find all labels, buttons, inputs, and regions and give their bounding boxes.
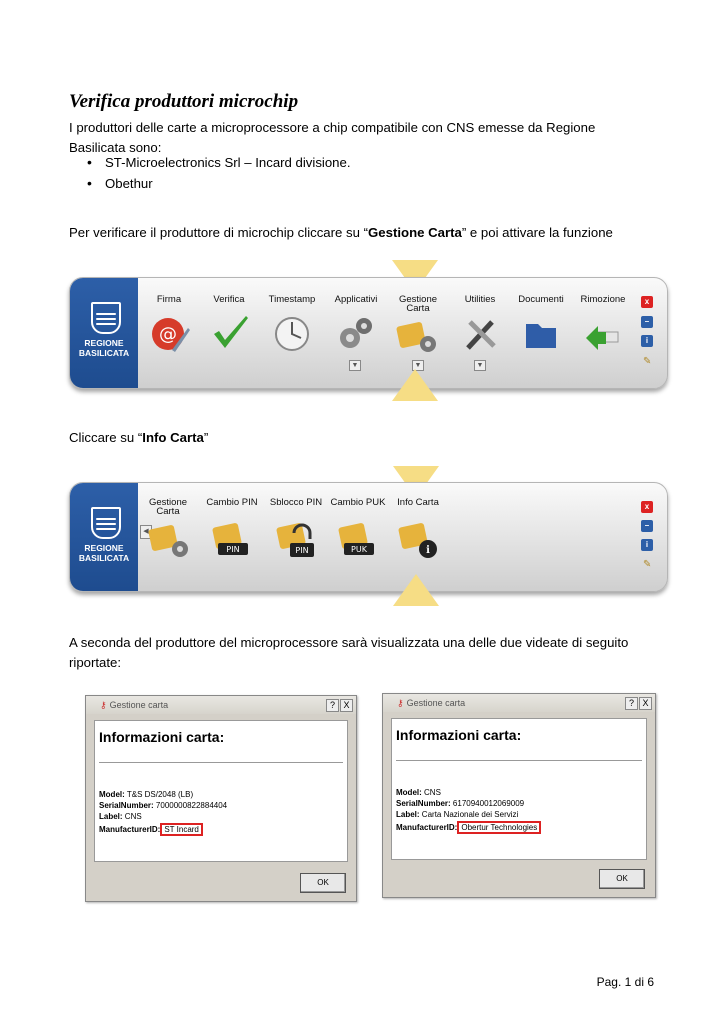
remove-card-icon <box>582 314 622 354</box>
badge-text: PUK <box>351 545 367 554</box>
logo-text-1: REGIONE <box>84 338 124 348</box>
close-icon[interactable]: x <box>641 501 653 513</box>
info-dialog-obertur <box>382 693 656 898</box>
model-row: Model: T&S DS/2048 (LB) <box>99 790 194 799</box>
model-value: T&S DS/2048 (LB) <box>126 790 194 799</box>
tool-label: Cambio PIN <box>206 497 258 508</box>
divider <box>396 760 642 761</box>
regione-basilicata-logo <box>70 483 138 591</box>
card-details <box>99 789 227 835</box>
producer-list <box>69 152 351 194</box>
checkmark-icon <box>210 314 250 354</box>
divider <box>99 762 343 763</box>
gears-icon <box>336 314 376 354</box>
instruction-2-bold: Info Carta <box>142 430 204 445</box>
serial-value: 6170940012069009 <box>452 799 525 808</box>
emblem-icon <box>91 507 121 539</box>
minimize-icon[interactable]: – <box>641 316 653 328</box>
manufacturer-row: ManufacturerID: Obertur Technologies <box>396 822 541 833</box>
tool-rimozione[interactable] <box>578 295 628 304</box>
key-icon: ⚷ <box>397 698 404 708</box>
dialog-title-text: Gestione carta <box>109 700 169 710</box>
chevron-down-icon[interactable]: ▼ <box>349 360 361 371</box>
label-value: CNS <box>124 812 142 821</box>
close-icon[interactable]: x <box>641 296 653 308</box>
tool-label: Sblocco PIN <box>269 497 323 508</box>
instruction-2 <box>69 428 654 448</box>
tool-label: Applicativi <box>334 294 378 305</box>
producer-item: • ST-Microelectronics Srl – Incard divisione. <box>69 152 351 173</box>
instruction-3 <box>69 633 654 673</box>
manufacturer-row: ManufacturerID: ST Incard <box>99 824 227 835</box>
label-row: Label: CNS <box>99 812 142 821</box>
model-row: Model: CNS <box>396 788 441 797</box>
dialog-title <box>86 696 356 714</box>
instruction-1-pre: Per verificare il produttore di microchip cliccare su “ <box>69 225 369 240</box>
card-puk-icon <box>338 521 382 561</box>
tool-label: Timestamp <box>268 294 316 305</box>
manufacturer-value: ST Incard <box>160 823 203 836</box>
dialog-body <box>391 718 647 860</box>
label-row: Label: Carta Nazionale dei Servizi <box>396 810 519 819</box>
tool-info-carta[interactable] <box>392 498 444 507</box>
tool-label: Verifica <box>213 294 245 305</box>
key-icon: ⚷ <box>100 700 107 710</box>
instruction-1-post: ” e poi attivare la funzione <box>461 225 613 240</box>
tool-label: Cambio PUK <box>330 497 386 508</box>
intro-text: I produttori delle carte a microprocessore a chip compatibile con CNS emesse da Regione Basilicata sono: <box>69 120 596 155</box>
instruction-2-pre: Cliccare su “ <box>69 430 143 445</box>
card-gear-icon <box>148 521 192 561</box>
logo-text-2: BASILICATA <box>78 553 130 563</box>
tool-label: Gestione Carta <box>148 497 188 517</box>
producer-item: • Obethur <box>69 173 351 194</box>
tool-label: Documenti <box>518 294 564 305</box>
clock-icon <box>272 314 312 354</box>
info-dialog-st <box>85 695 357 902</box>
tool-cambio-pin[interactable] <box>202 498 262 507</box>
tool-firma[interactable] <box>146 295 192 304</box>
badge-text: PIN <box>226 545 240 554</box>
label-value: Carta Nazionale dei Servizi <box>421 810 519 819</box>
badge-text: PIN <box>295 546 309 555</box>
tool-documenti[interactable] <box>516 295 566 304</box>
tool-timestamp[interactable] <box>266 295 318 304</box>
instruction-3-text: A seconda del produttore del microprocessore sarà visualizzata una delle due videate di seguito riportate: <box>69 635 629 670</box>
tool-label: Rimozione <box>580 294 626 305</box>
instruction-1 <box>69 223 654 243</box>
logo-text-2: BASILICATA <box>78 348 130 358</box>
tool-cambio-puk[interactable] <box>328 498 388 507</box>
tool-label: Info Carta <box>397 497 439 508</box>
main-toolbar <box>69 277 668 389</box>
logo-text-1: REGIONE <box>84 543 124 553</box>
instruction-2-post: ” <box>203 430 209 445</box>
instruction-1-bold: Gestione Carta <box>368 225 462 240</box>
help-button[interactable]: ? <box>326 699 339 712</box>
tool-gestione-carta[interactable] <box>393 295 443 313</box>
serial-row: SerialNumber: 6170940012069009 <box>396 799 525 808</box>
card-unlock-icon <box>276 519 320 561</box>
tools-icon <box>462 314 502 354</box>
highlight-arrow-up <box>393 574 439 606</box>
dialog-title-buttons <box>325 699 353 712</box>
card-pin-icon <box>212 521 256 561</box>
pin-icon[interactable]: ✎ <box>643 356 652 367</box>
tool-utilities[interactable] <box>456 295 504 304</box>
info-icon[interactable]: i <box>641 335 653 347</box>
manufacturer-value: Obertur Technologies <box>457 821 541 834</box>
ok-button[interactable]: OK <box>300 873 346 893</box>
section-title: Verifica produttori microchip <box>69 91 299 112</box>
svg-text:i: i <box>426 545 430 556</box>
regione-basilicata-logo <box>70 278 138 388</box>
serial-row: SerialNumber: 7000000822884404 <box>99 801 228 810</box>
help-button[interactable]: ? <box>625 697 638 710</box>
dialog-title-buttons <box>624 697 652 710</box>
model-value: CNS <box>424 788 441 797</box>
chevron-left-icon[interactable]: ◀ <box>140 525 152 539</box>
svg-text:@: @ <box>159 324 177 345</box>
dialog-heading: Informazioni carta: <box>99 729 225 745</box>
dialog-heading: Informazioni carta: <box>396 727 522 743</box>
card-details <box>396 787 541 833</box>
chevron-down-icon[interactable]: ▼ <box>474 360 486 371</box>
page-number: Pag. 1 di 6 <box>596 975 654 989</box>
signature-icon <box>150 314 190 354</box>
minimize-icon[interactable]: – <box>641 520 653 532</box>
chevron-down-icon[interactable]: ▼ <box>412 360 424 371</box>
dialog-title-text: Gestione carta <box>406 698 466 708</box>
ok-button[interactable]: OK <box>599 869 645 889</box>
highlight-arrow-up <box>392 369 438 401</box>
close-button[interactable]: X <box>340 699 353 712</box>
emblem-icon <box>91 302 121 334</box>
card-info-icon <box>398 521 442 561</box>
card-gear-icon <box>396 316 440 356</box>
dialog-body <box>94 720 348 862</box>
folder-icon <box>522 314 562 354</box>
close-button[interactable]: X <box>639 697 652 710</box>
serial-value: 7000000822884404 <box>155 801 228 810</box>
tool-sblocco-pin[interactable] <box>266 498 326 507</box>
pin-icon[interactable]: ✎ <box>643 559 652 570</box>
tool-label: Utilities <box>464 294 496 305</box>
card-toolbar <box>69 482 668 592</box>
tool-applicativi[interactable] <box>328 295 384 304</box>
dialog-title <box>383 694 655 712</box>
tool-label: Firma <box>156 294 182 305</box>
info-icon[interactable]: i <box>641 539 653 551</box>
tool-gestione-carta[interactable] <box>144 498 192 516</box>
tool-label: Gestione Carta <box>398 294 438 314</box>
tool-verifica[interactable] <box>206 295 252 304</box>
